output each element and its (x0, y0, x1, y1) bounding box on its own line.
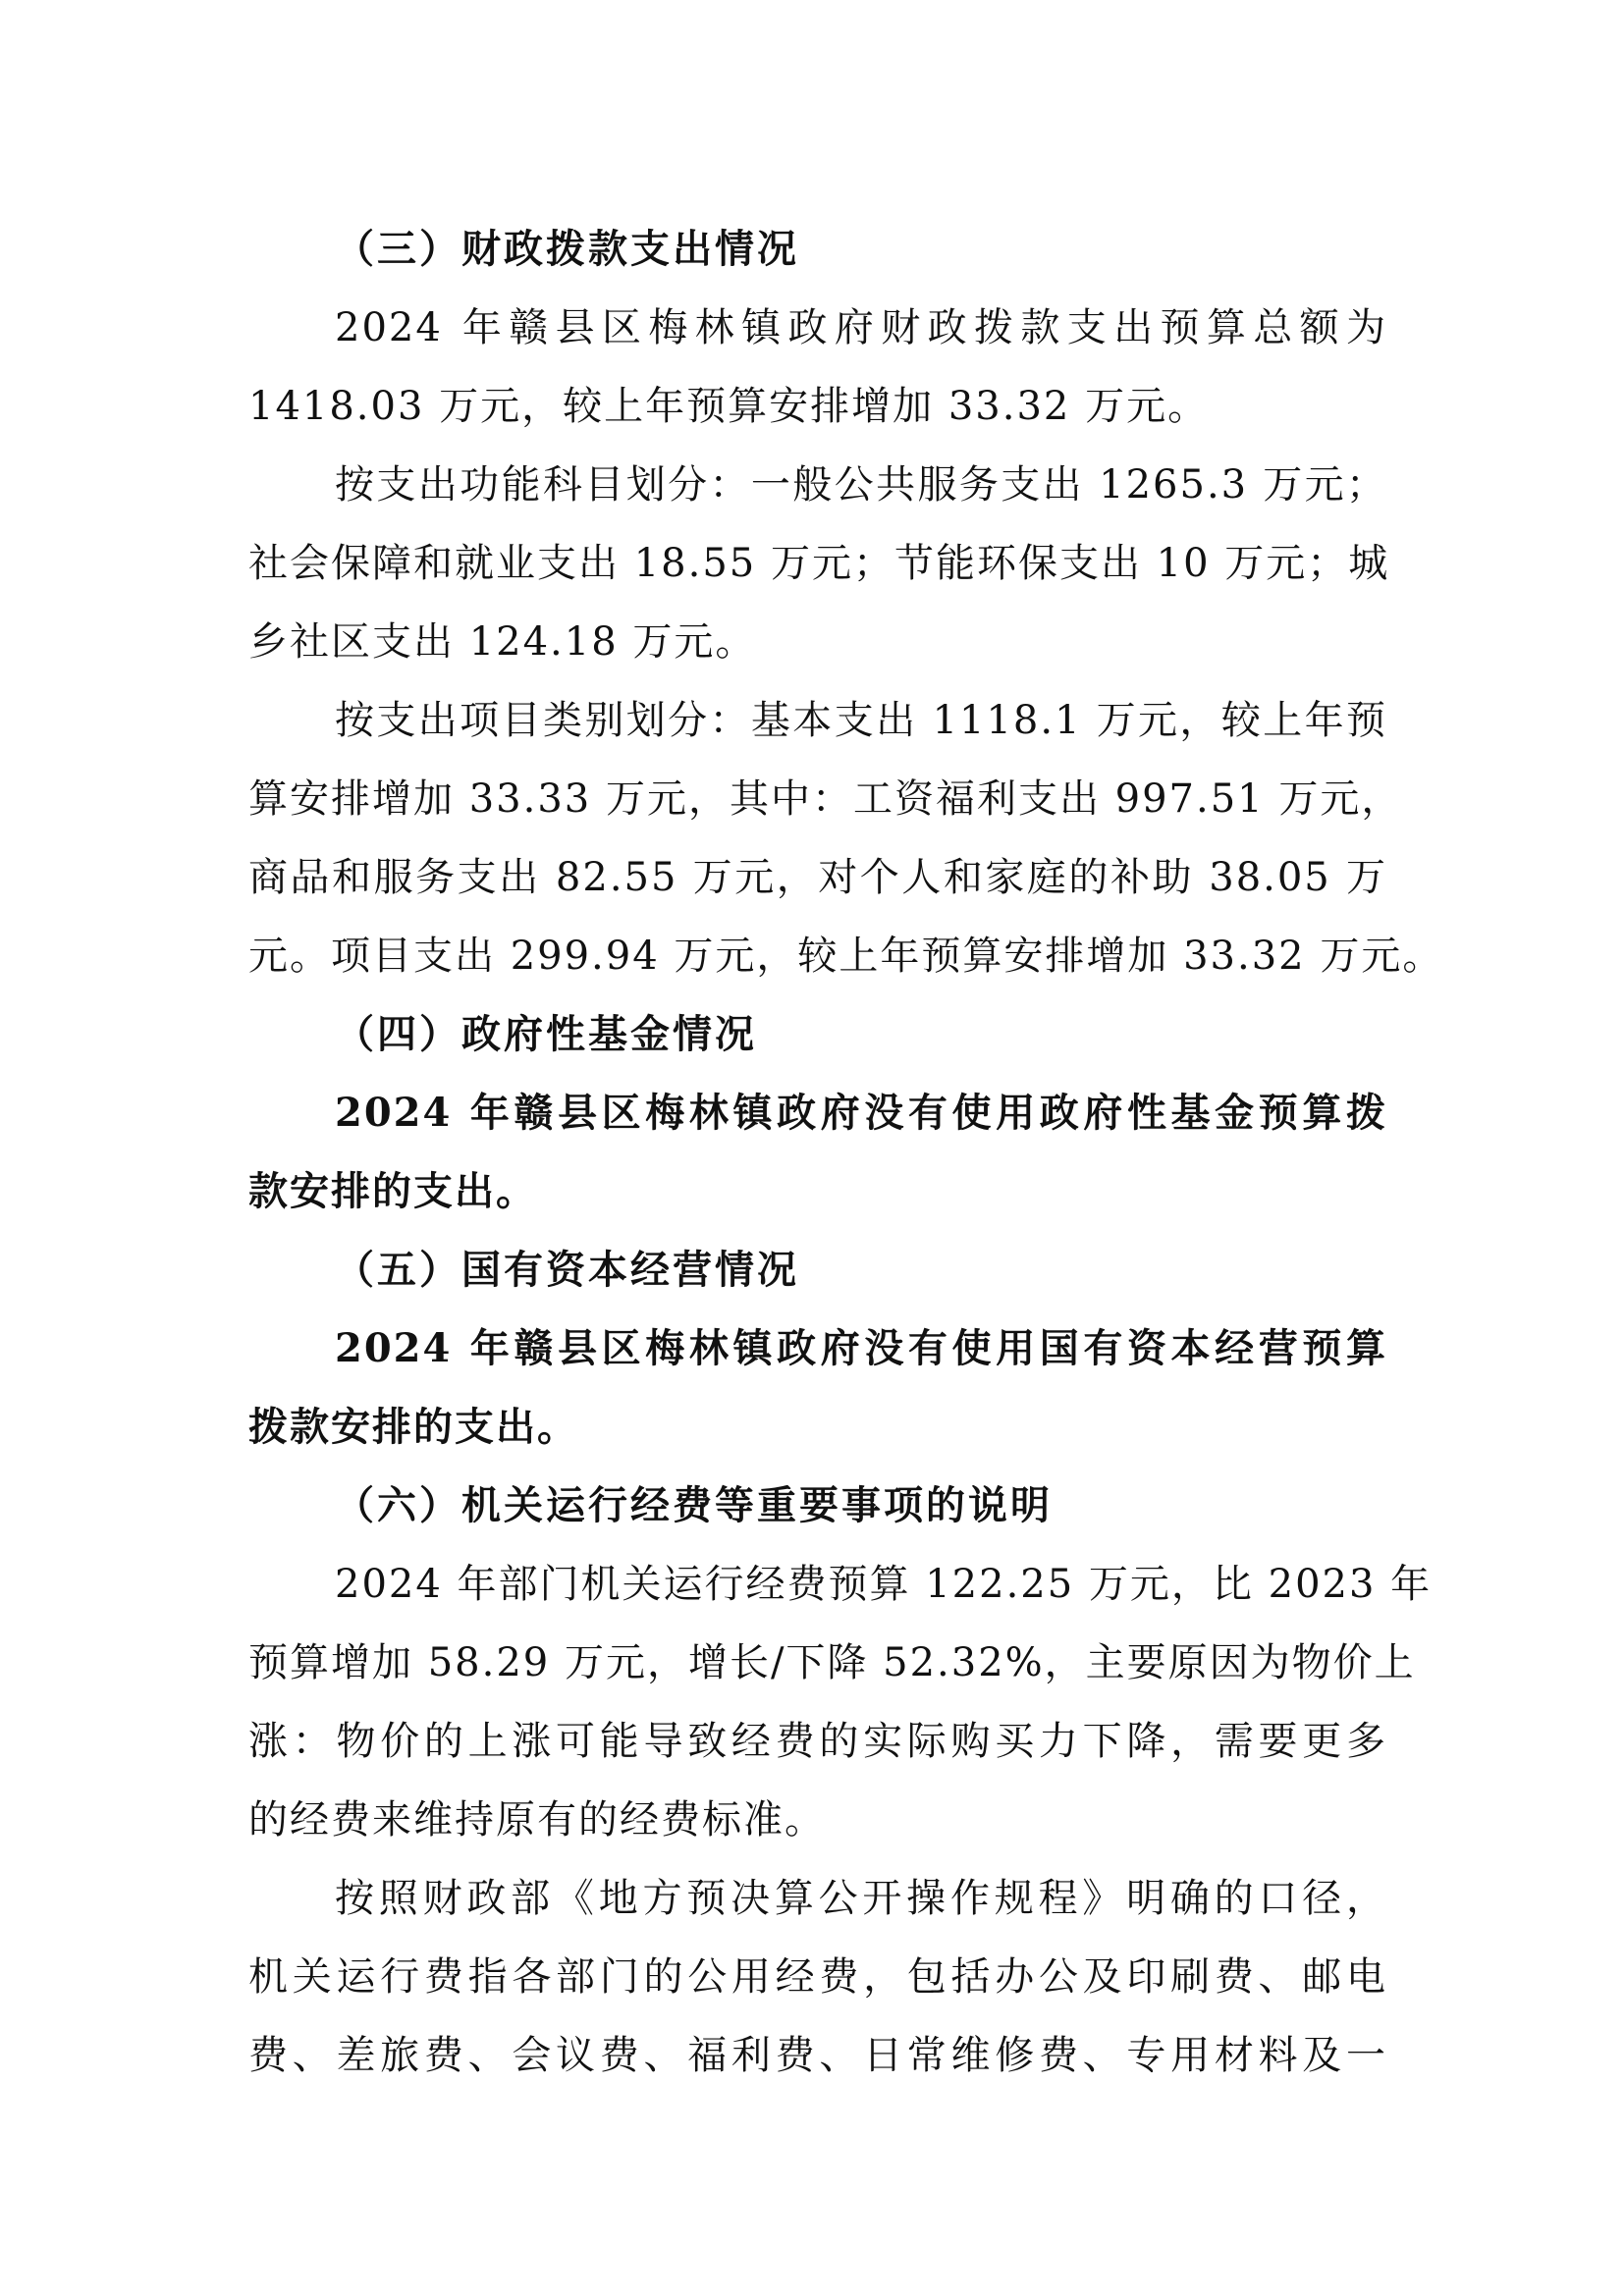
paragraph-line: 按支出功能科目划分：一般公共服务支出 1265.3 万元； (335, 462, 1387, 507)
paragraph-line: 涨：物价的上涨可能导致经费的实际购买力下降，需要更多 (248, 1719, 1387, 1764)
paragraph-line: 按照财政部《地方预决算公开操作规程》明确的口径， (335, 1876, 1387, 1921)
paragraph-line: 1418.03 万元，较上年预算安排增加 33.32 万元。 (248, 384, 1210, 429)
paragraph-line: 拨款安排的支出。 (248, 1404, 578, 1450)
section-heading-government-fund: （四）政府性基金情况 (335, 1011, 757, 1057)
paragraph-line: 的经费来维持原有的经费标准。 (248, 1797, 826, 1842)
paragraph-line: 2024 年赣县区梅林镇政府财政拨款支出预算总额为 (335, 305, 1387, 350)
paragraph-line: 费、差旅费、会议费、福利费、日常维修费、专用材料及一 (248, 2033, 1387, 2078)
paragraph-line: 2024 年部门机关运行经费预算 122.25 万元，比 2023 年 (335, 1562, 1433, 1607)
paragraph-line: 社会保障和就业支出 18.55 万元；节能环保支出 10 万元；城 (248, 541, 1390, 586)
section-heading-operating-costs: （六）机关运行经费等重要事项的说明 (335, 1482, 1053, 1528)
paragraph-line: 机关运行费指各部门的公用经费，包括办公及印刷费、邮电 (248, 1954, 1387, 2000)
paragraph-line: 按支出项目类别划分：基本支出 1118.1 万元，较上年预 (335, 698, 1387, 743)
paragraph-line: 商品和服务支出 82.55 万元，对个人和家庭的补助 38.05 万 (248, 855, 1387, 900)
section-heading-fiscal-expenditure: （三）财政拨款支出情况 (335, 226, 799, 272)
paragraph-line: 算安排增加 33.33 万元，其中：工资福利支出 997.51 万元， (248, 776, 1403, 822)
paragraph-line: 预算增加 58.29 万元，增长/下降 52.32%，主要原因为物价上 (248, 1640, 1416, 1685)
paragraph-line: 款安排的支出。 (248, 1168, 537, 1214)
section-heading-state-capital: （五）国有资本经营情况 (335, 1247, 799, 1293)
paragraph-line: 2024 年赣县区梅林镇政府没有使用政府性基金预算拨 (335, 1090, 1387, 1136)
paragraph-line: 元。项目支出 299.94 万元，较上年预算安排增加 33.32 万元。 (248, 934, 1444, 979)
paragraph-line: 2024 年赣县区梅林镇政府没有使用国有资本经营预算 (335, 1325, 1387, 1371)
document-body (248, 210, 1444, 2095)
paragraph-line: 乡社区支出 124.18 万元。 (248, 619, 757, 665)
